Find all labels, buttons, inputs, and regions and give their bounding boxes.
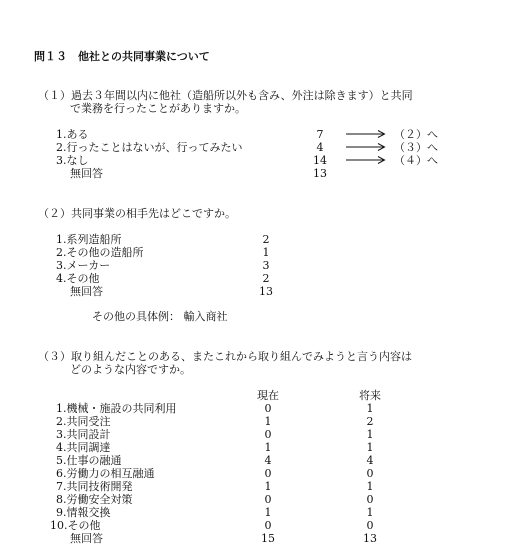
section-title: 問１３ 他社との共同事業について — [34, 50, 210, 63]
q3-row-future: 1 — [366, 441, 374, 454]
q2-row-value: 3 — [262, 259, 270, 272]
q2-row-value: 13 — [259, 285, 273, 298]
q3-row-future: 0 — [366, 493, 374, 506]
q1-row-value: 4 — [316, 141, 324, 154]
q3-row-future: 13 — [363, 532, 377, 545]
arrow-right-icon — [346, 143, 386, 151]
q3-row-future: 1 — [366, 506, 374, 519]
q1-row-value: 7 — [316, 128, 324, 141]
q3-row-future: 0 — [366, 467, 374, 480]
q3-row-now: 1 — [264, 441, 272, 454]
q2-row-label: 3.メーカー — [56, 259, 111, 272]
col-header-now: 現在 — [257, 389, 279, 402]
q3-row-now: 0 — [264, 467, 272, 480]
q1-question-line2: で業務を行ったことがありますか。 — [70, 102, 246, 115]
q1-row-label: 1.ある — [56, 128, 89, 141]
q3-row-now: 4 — [264, 454, 272, 467]
q3-row-future: 2 — [366, 415, 374, 428]
q3-row-now: 0 — [264, 402, 272, 415]
q3-row-now: 1 — [264, 506, 272, 519]
q3-row-label: 9.情報交換 — [56, 506, 111, 519]
q3-row-now: 1 — [264, 415, 272, 428]
q3-row-future: 0 — [366, 519, 374, 532]
arrow-right-icon — [346, 156, 386, 164]
q3-row-future: 4 — [366, 454, 374, 467]
arrow-right-icon — [346, 130, 386, 138]
q3-question-line1: （３）取り組んだことのある、またこれから取り組んでみようと言う内容は — [38, 350, 412, 363]
q3-row-now: 1 — [264, 480, 272, 493]
q3-row-future: 1 — [366, 402, 374, 415]
q3-row-label: 4.共同調達 — [56, 441, 111, 454]
q3-row-label: 3.共同設計 — [56, 428, 111, 441]
q3-row-now: 0 — [264, 519, 272, 532]
q3-row-label: 7.共同技術開発 — [56, 480, 133, 493]
q2-row-value: 1 — [262, 246, 270, 259]
q2-row-label: 2.その他の造船所 — [56, 246, 144, 259]
q1-row-value: 13 — [313, 167, 327, 180]
q3-row-future: 1 — [366, 428, 374, 441]
q3-row-label: 1.機械・施設の共同利用 — [56, 402, 177, 415]
q2-row-label: 4.その他 — [56, 272, 100, 285]
q3-row-label: 5.仕事の融通 — [56, 454, 122, 467]
q2-row-label: 無回答 — [70, 285, 103, 298]
q2-row-value: 2 — [262, 233, 270, 246]
q1-row-goto: （３）へ — [394, 141, 438, 154]
q3-row-label: 8.労働安全対策 — [56, 493, 133, 506]
q3-row-label: 無回答 — [70, 532, 103, 545]
q2-question-line1: （２）共同事業の相手先はどこですか。 — [38, 207, 236, 220]
q2-row-label: 1.系列造船所 — [56, 233, 122, 246]
q3-row-future: 1 — [366, 480, 374, 493]
q1-row-goto: （２）へ — [394, 128, 438, 141]
q3-question-line2: どのような内容ですか。 — [70, 363, 191, 376]
q2-row-value: 2 — [262, 272, 270, 285]
q2-other-example: その他の具体例： 輸入商社 — [92, 310, 228, 323]
q1-row-label: 2.行ったことはないが、行ってみたい — [56, 141, 243, 154]
q3-row-label: 6.労働力の相互融通 — [56, 467, 155, 480]
q3-row-now: 0 — [264, 428, 272, 441]
q1-row-label: 無回答 — [70, 167, 103, 180]
q1-row-label: 3.なし — [56, 154, 89, 167]
q1-row-value: 14 — [313, 154, 327, 167]
col-header-future: 将来 — [359, 389, 381, 402]
q3-row-label: 10.その他 — [50, 519, 101, 532]
q3-row-now: 15 — [261, 532, 275, 545]
q1-question-line1: （１）過去３年間以内に他社（造船所以外も含み、外注は除きます）と共同 — [38, 89, 413, 102]
q3-row-now: 0 — [264, 493, 272, 506]
q1-row-goto: （４）へ — [394, 154, 438, 167]
q3-row-label: 2.共同受注 — [56, 415, 111, 428]
